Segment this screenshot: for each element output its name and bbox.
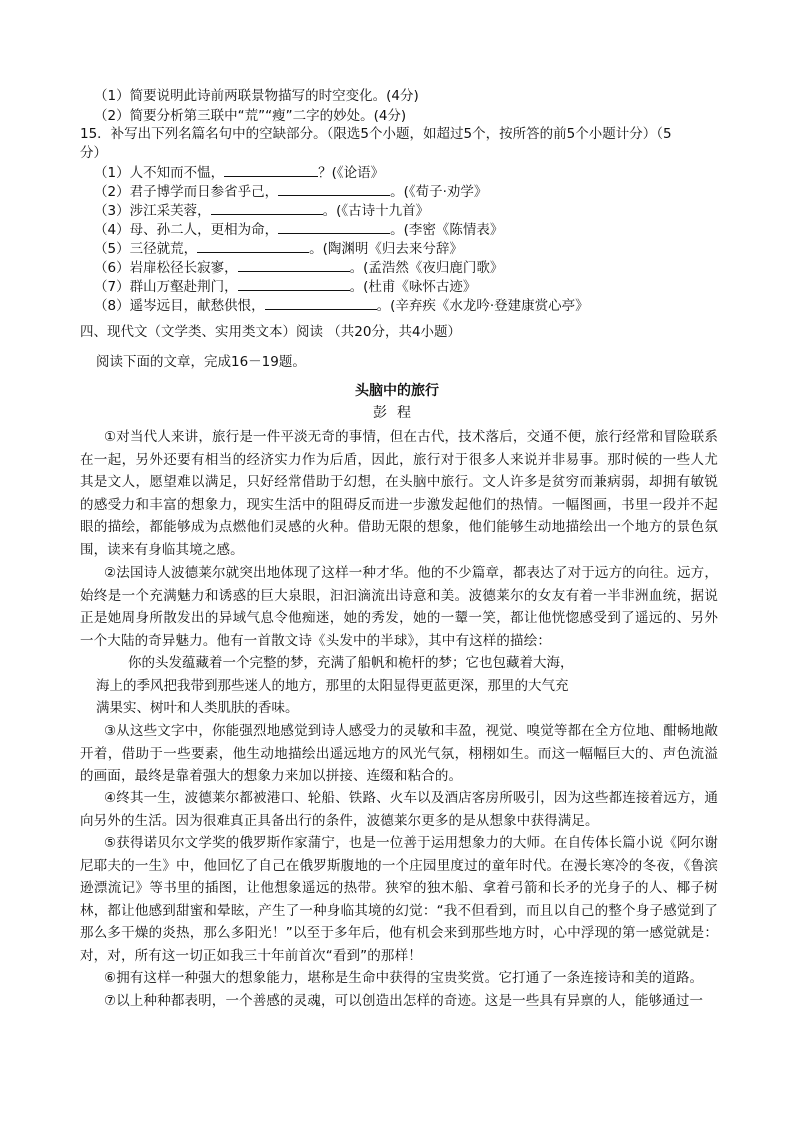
fill-item-prefix: （1）人不知而不愠， — [94, 165, 225, 181]
question-14-part-2: （2）简要分析第三联中“荒”“瘦”二字的妙处。(4分) — [94, 108, 407, 124]
fill-item-prefix: （4）母、孙二人，更相为命， — [94, 222, 279, 238]
fill-item-prefix: （5）三径就荒， — [94, 241, 198, 257]
paragraph-5: ⑤获得诺贝尔文学奖的俄罗斯作家蒲宁，也是一位善于运用想象力的大师。在自传体长篇小说《阿尔谢尼耶夫的一生》中，他回忆了自己在俄罗斯腹地的一个庄园里度过的童年时代。在漫长寒冷的冬夜，《鲁滨逊漂流记》等书里的插图，让他想象遥远的热带。狭窄的独木船、拿着弓箭和长矛的光身子的人、椰子树林，都让他感到甜蜜和晕眩，产生了一种身临其境的幻觉：“我不但看到，而且以自己的整个身子感觉到了那么多干燥的炎热，那么多阳光！”以至于多年后，他有机会来到那些地方时，心中浮现的第一感觉就是：对，对，所有这一切正如我三十年前首次“看到”的那样！ — [80, 835, 718, 964]
fill-item — [94, 295, 589, 316]
poem-line-3: 满果实、树叶和人类肌肤的香味。 — [96, 700, 299, 716]
paragraph-4: ④终其一生，波德莱尔都被港口、轮船、铁路、火车以及酒店客房所吸引，因为这些都连接着远方，通向另外的生活。因为很难真正具备出行的条件，波德莱尔更多的是从想象中获得满足。 — [80, 790, 718, 829]
answer-blank[interactable] — [265, 295, 377, 310]
fill-item — [94, 276, 476, 297]
fill-item-source: 。(《古诗十九首》 — [322, 203, 430, 219]
fill-item-prefix: （7）群山万壑赴荆门， — [94, 279, 238, 295]
poem-line-2: 海上的季风把我带到那些迷人的地方，那里的太阳显得更蓝更深，那里的大气充 — [96, 678, 569, 694]
article-author: 彭程 — [373, 405, 421, 421]
poem-line-1: 你的头发蕴藏着一个完整的梦，充满了船帆和桅杆的梦；它也包藏着大海， — [128, 655, 574, 671]
paragraph-1: ①对当代人来讲，旅行是一件平淡无奇的事情，但在古代，技术落后，交通不便，旅行经常和冒险联系在一起，另外还要有相当的经济实力作为后盾，因此，旅行对于很多人来说并非易事。那时候的一些人尤其是文人，愿望难以满足，只好经常借助于幻想，在头脑中旅行。文人许多是贫穷而兼病弱，却拥有敏锐的感受力和丰富的想象力，现实生活中的阻碍反而进一步激发起他们的热情。一幅图画，书里一段并不起眼的描绘，都能够成为点燃他们灵感的火种。借助无限的想象，他们能够生动地描绘出一个地方的景色氛围，读来有身临其境之感。 — [80, 429, 718, 558]
article-title: 头脑中的旅行 — [355, 383, 439, 399]
answer-blank[interactable] — [224, 162, 318, 177]
paragraph-2: ②法国诗人波德莱尔就突出地体现了这样一种才华。他的不少篇章，都表达了对于远方的向往。远方，始终是一个充满魅力和诱惑的巨大泉眼，汩汩滴流出诗意和美。波德莱尔的女友有着一半非洲血统，据说正是她周身所散发出的异域气息令他痴迷，她的秀发，她的一颦一笑，都让他恍惚感受到了遥远的、另外一个大陆的奇异魅力。他有一首散文诗《头发中的半球》，其中有这样的描绘： — [80, 565, 718, 649]
fill-item-source: 。(辛弃疾《水龙吟·登建康赏心亭》 — [376, 298, 589, 314]
fill-item — [94, 257, 503, 278]
answer-blank[interactable] — [238, 257, 350, 272]
fill-item — [94, 200, 429, 221]
fill-item-prefix: （8）遥岑远目，献愁供恨， — [94, 298, 265, 314]
answer-blank[interactable] — [197, 238, 309, 253]
fill-item-prefix: （6）岩扉松径长寂寥， — [94, 260, 238, 276]
answer-blank[interactable] — [238, 276, 350, 291]
answer-blank[interactable] — [278, 181, 390, 196]
fill-item-source: 。(陶渊明《归去来兮辞》 — [309, 241, 463, 257]
section-4-heading: 四、现代文（文学类、实用类文本）阅读 （共20分，共4小题） — [80, 324, 462, 340]
fill-item — [94, 181, 487, 202]
fill-item-prefix: （2）君子博学而日参省乎己， — [94, 184, 279, 200]
answer-blank[interactable] — [278, 219, 390, 234]
paragraph-3: ③从这些文字中，你能强烈地感觉到诗人感受力的灵敏和丰盈，视觉、嗅觉等都在全方位地、酣畅地敞开着，借助于一些要素，他生动地描绘出遥远地方的风光气氛，栩栩如生。而这一幅幅巨大的、声色流溢的画面，最终是靠着强大的想象力来加以拼接、连缀和粘合的。 — [80, 723, 718, 785]
fill-item-source: 。(《荀子·劝学》 — [390, 184, 488, 200]
paragraph-6: ⑥拥有这样一种强大的想象能力，堪称是生命中获得的宝贵奖赏。它打通了一条连接诗和美的道路。 — [104, 970, 704, 986]
fill-item-prefix: （3）涉江采芙蓉， — [94, 203, 211, 219]
paragraph-7: ⑦以上种种都表明，一个善感的灵魂，可以创造出怎样的奇迹。这是一些具有异禀的人，能够通过一 — [104, 993, 704, 1009]
fill-item-source: 。(孟浩然《夜归鹿门歌》 — [349, 260, 504, 276]
fill-item-source: 。(李密《陈情表》 — [390, 222, 504, 238]
question-15-heading: 15．补写出下列名篇名句中的空缺部分。（限选5个小题，如超过5个，按所答的前5个小题计分）（5 — [80, 126, 672, 142]
fill-item — [94, 238, 463, 259]
fill-item-source: ？(《论语》 — [318, 165, 385, 181]
question-14-part-1: （1）简要说明此诗前两联景物描写的时空变化。(4分) — [94, 88, 419, 104]
fill-item-source: 。(杜甫《咏怀古迹》 — [349, 279, 477, 295]
fill-item — [94, 162, 384, 183]
fill-item — [94, 219, 503, 240]
answer-blank[interactable] — [211, 200, 323, 215]
question-15-heading-cont: 分） — [80, 145, 107, 161]
reading-instruction: 阅读下面的文章，完成16－19题。 — [96, 354, 306, 370]
